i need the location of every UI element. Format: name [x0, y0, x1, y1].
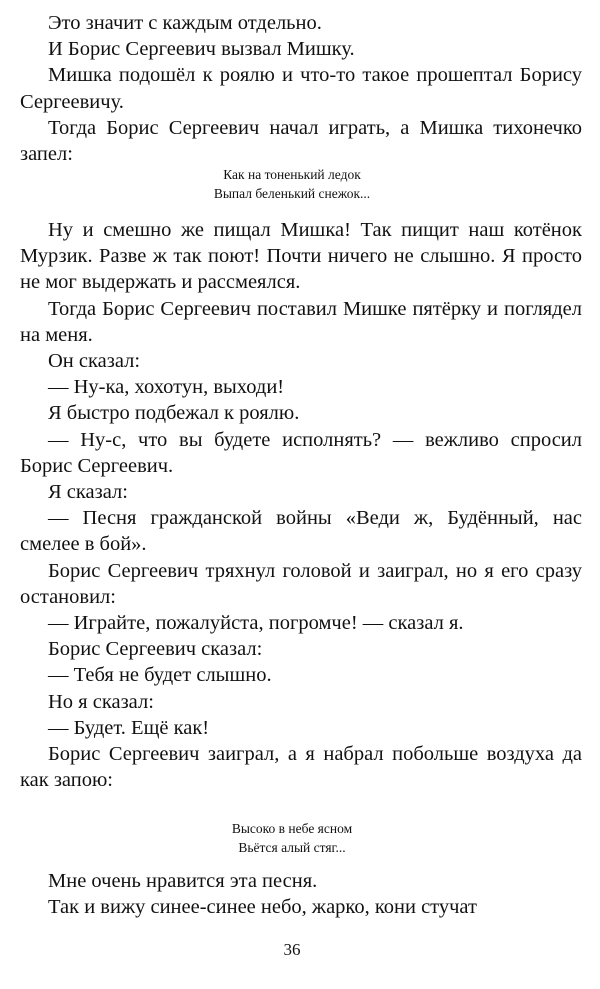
paragraph: Это значит с каждым отдельно.: [48, 12, 322, 34]
verse-line: Вьётся алый стяг...: [238, 840, 346, 855]
paragraph: Тогда Борис Сергеевич начал играть, а Мишка тихонечко запел:: [20, 116, 582, 166]
song-verse-1: [0, 165, 600, 203]
paragraph: Я быстро подбежал к роялю.: [48, 402, 300, 425]
dialogue-line: — Тебя не будет слышно.: [48, 664, 272, 687]
dialogue-line: — Песня гражданской войны «Веди ж, Будённый, нас смелее в бой».: [20, 507, 582, 556]
dialogue-line: — Ну-ка, хохотун, выходи!: [48, 376, 285, 399]
paragraph: Тогда Борис Сергеевич поставил Мишке пятёрку и поглядел на меня.: [20, 297, 582, 346]
text-block-top: [20, 10, 582, 167]
paragraph: Мишка подошёл к роялю и что-то такое прошептал Борису Сергеевичу.: [20, 64, 582, 113]
paragraph: Так и вижу синее-синее небо, жарко, кони стучат: [48, 896, 477, 919]
paragraph: Но я сказал:: [48, 690, 154, 713]
verse-line: Как на тоненький ледок: [223, 167, 361, 182]
paragraph: Ну и смешно же пищал Мишка! Так пищит наш котёнок Мурзик. Разве ж так поют! Почти ничего не слышно. Я просто не мог выдержать и рассмеялся.: [20, 219, 582, 294]
paragraph: Я сказал:: [48, 481, 128, 504]
paragraph: И Борис Сергеевич вызвал Мишку.: [48, 38, 355, 61]
song-verse-2: [0, 819, 600, 857]
paragraph: Борис Сергеевич тряхнул головой и заиграл, но я его сразу остановил:: [20, 559, 582, 608]
text-block-bottom: [20, 868, 582, 920]
dialogue-line: — Будет. Ещё как!: [48, 716, 210, 739]
paragraph: Борис Сергеевич сказал:: [48, 638, 263, 661]
dialogue-line: — Ну-с, что вы будете исполнять? — вежливо спросил Борис Сергеевич.: [20, 428, 582, 477]
paragraph: Борис Сергеевич заиграл, а я набрал побольше воздуха да как запою:: [20, 743, 582, 792]
text-block-middle: [20, 217, 582, 793]
page-number: 36: [283, 940, 301, 959]
verse-line: Выпал беленький снежок...: [213, 186, 371, 201]
verse-line: Высоко в небе ясном: [231, 821, 353, 836]
paragraph: Он сказал:: [48, 350, 141, 373]
paragraph: Мне очень нравится эта песня.: [48, 870, 318, 892]
dialogue-line: — Играйте, пожалуйста, погромче! — сказал я.: [48, 612, 464, 635]
